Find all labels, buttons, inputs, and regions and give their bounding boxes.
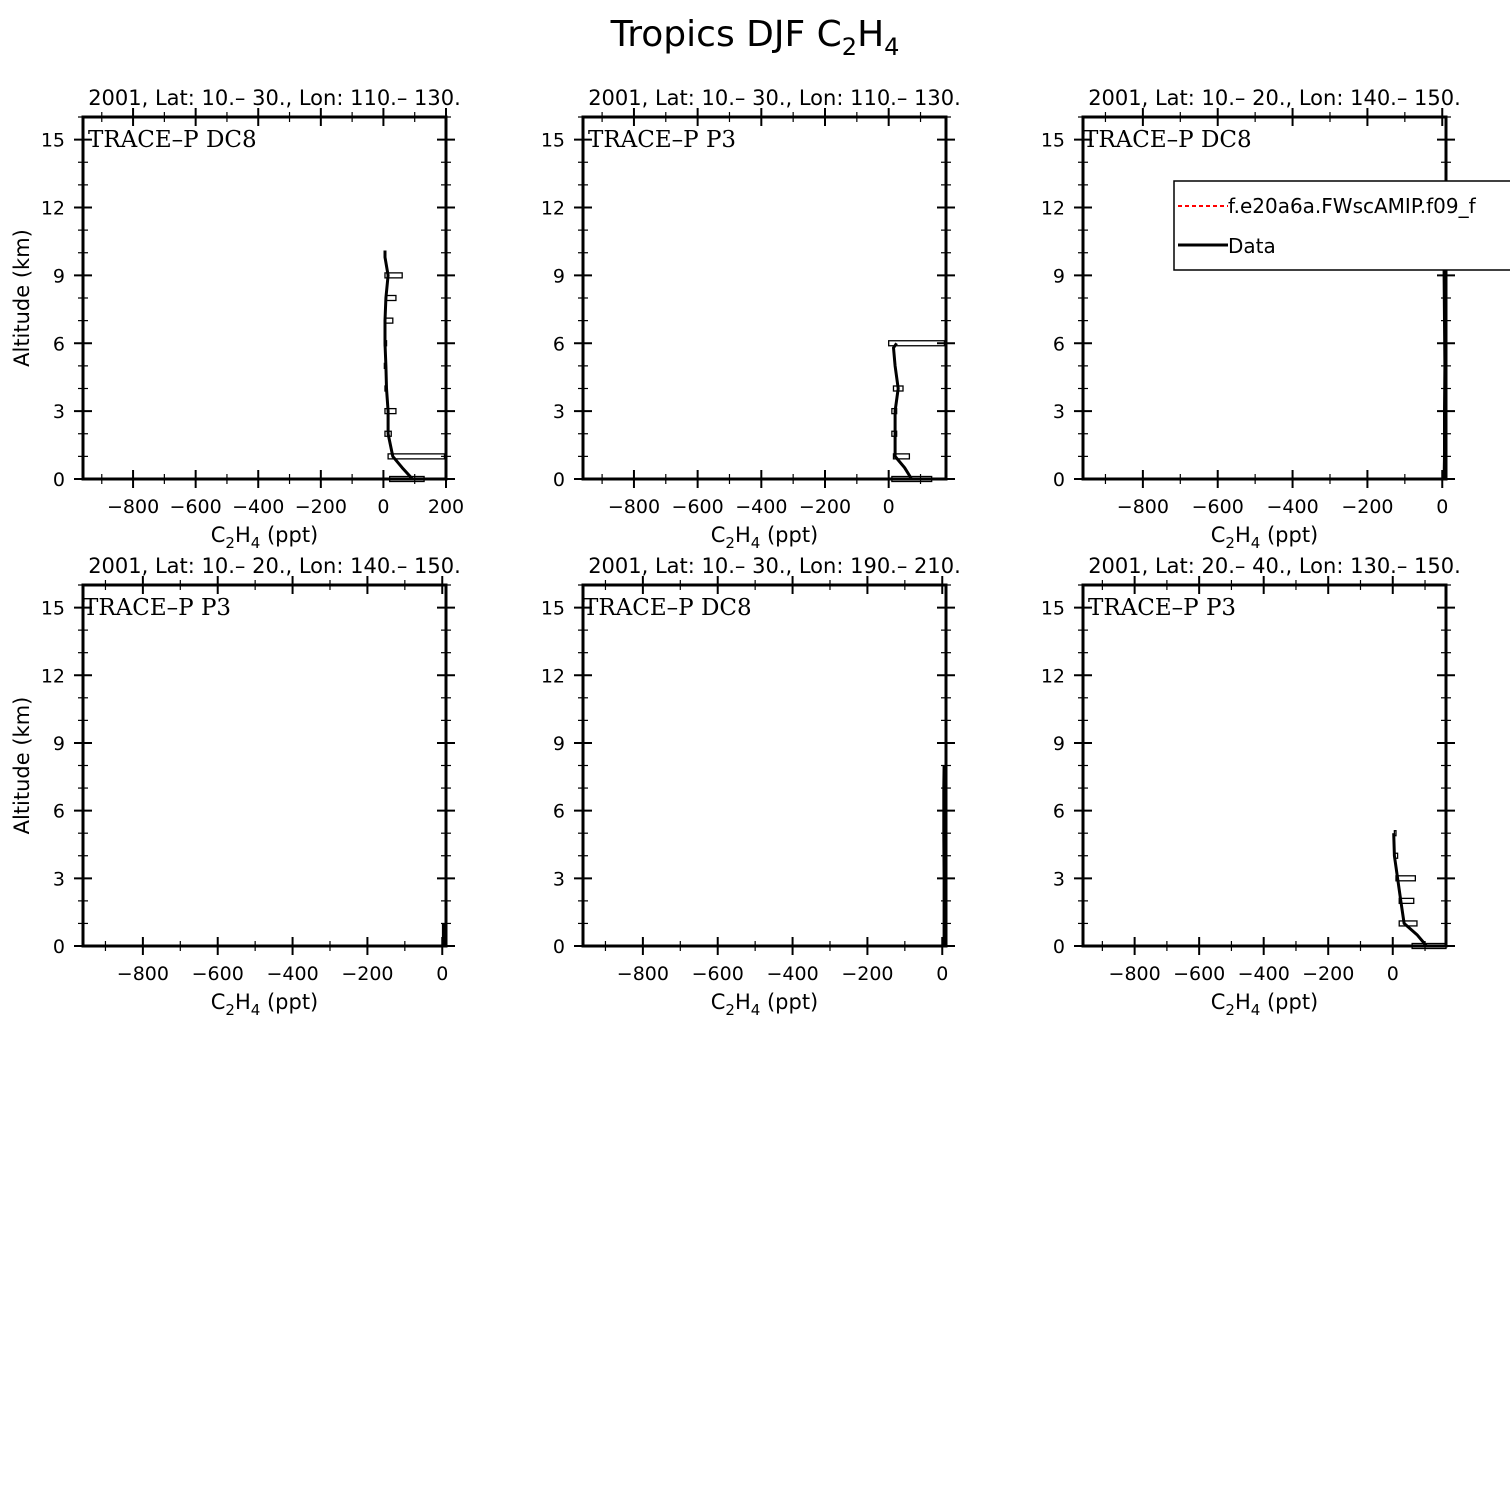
panel-4	[10, 554, 461, 1019]
x-tick-label: 0	[377, 496, 390, 518]
y-tick-label: 0	[1052, 469, 1065, 491]
campaign-label: TRACE–P P3	[83, 595, 232, 621]
panel-title: 2001, Lat: 10.– 30., Lon: 190.– 210.	[588, 554, 961, 578]
campaign-label: TRACE–P P3	[1088, 595, 1237, 621]
y-tick-label: 0	[52, 936, 65, 958]
y-tick-label: 6	[52, 800, 65, 823]
x-tick-label: 0	[882, 496, 895, 518]
panel-5	[541, 554, 961, 1019]
x-tick-label: −600	[691, 963, 744, 985]
legend-model-label: f.e20a6a.FWscAMIP.f09_f	[1228, 194, 1476, 218]
plot-frame	[583, 117, 946, 479]
x-tick-label: −400	[266, 963, 319, 985]
x-tick-label: −200	[1341, 496, 1394, 518]
x-tick-label: −400	[735, 496, 788, 518]
x-axis-label: $C_2H_4$ (ppt)	[710, 523, 819, 552]
panel-title: 2001, Lat: 10.– 30., Lon: 110.– 130.	[88, 86, 461, 110]
x-tick-label: −800	[616, 963, 669, 985]
plot-frame	[83, 585, 446, 946]
y-tick-label: 6	[552, 800, 565, 823]
x-tick-label: −800	[116, 963, 169, 985]
y-tick-label: 12	[1040, 197, 1065, 220]
y-tick-label: 0	[552, 469, 565, 491]
legend	[1174, 181, 1510, 270]
panel-3	[1041, 86, 1461, 552]
y-tick-label: 3	[52, 868, 65, 891]
y-tick-label: 9	[1052, 265, 1065, 288]
y-tick-label: 9	[552, 265, 565, 288]
x-tick-label: −600	[1191, 496, 1244, 518]
range-bar	[388, 454, 444, 459]
y-tick-label: 9	[52, 732, 65, 755]
x-tick-label: −600	[169, 496, 222, 518]
panel-title: 2001, Lat: 10.– 30., Lon: 110.– 130.	[588, 86, 961, 110]
data-line	[1394, 833, 1427, 946]
y-tick-label: 0	[1052, 936, 1065, 958]
y-tick-label: 15	[540, 597, 565, 620]
figure-title: Tropics DJF $C_2H_4$	[610, 14, 900, 61]
x-tick-label: 200	[427, 496, 465, 518]
x-tick-label: −600	[191, 963, 244, 985]
y-tick-label: 3	[1052, 401, 1065, 424]
x-tick-label: −200	[1302, 963, 1355, 985]
x-tick-label: 0	[1386, 963, 1399, 985]
y-tick-label: 12	[540, 197, 565, 220]
x-tick-label: 0	[1436, 496, 1449, 518]
campaign-label: TRACE–P DC8	[88, 127, 257, 153]
y-tick-label: 9	[52, 265, 65, 288]
x-tick-label: 0	[936, 963, 949, 985]
y-tick-label: 12	[40, 197, 65, 220]
y-tick-label: 15	[540, 129, 565, 152]
x-tick-label: −600	[671, 496, 724, 518]
y-tick-label: 9	[552, 732, 565, 755]
y-tick-label: 15	[40, 129, 65, 152]
x-tick-label: −800	[106, 496, 160, 518]
y-tick-label: 6	[1052, 800, 1065, 823]
x-tick-label: 0	[436, 963, 449, 985]
y-tick-label: 9	[1052, 732, 1065, 755]
x-axis-label: $C_2H_4$ (ppt)	[710, 990, 819, 1019]
y-tick-label: 3	[52, 401, 65, 424]
x-tick-label: −400	[766, 963, 819, 985]
x-tick-label: −800	[607, 496, 661, 518]
x-tick-label: −200	[841, 963, 894, 985]
y-tick-label: 15	[40, 597, 65, 620]
y-tick-label: 6	[52, 333, 65, 356]
y-axis-label: Altitude (km)	[10, 696, 34, 835]
y-tick-label: 12	[540, 665, 565, 688]
x-tick-label: −200	[294, 496, 347, 518]
y-tick-label: 12	[40, 665, 65, 688]
campaign-label: TRACE–P P3	[588, 127, 737, 153]
y-tick-label: 6	[552, 333, 565, 356]
panel-title: 2001, Lat: 10.– 20., Lon: 140.– 150.	[1088, 86, 1461, 110]
x-tick-label: −400	[232, 496, 285, 518]
x-tick-label: −200	[341, 963, 394, 985]
y-tick-label: 3	[552, 868, 565, 891]
x-axis-label: $C_2H_4$ (ppt)	[210, 990, 319, 1019]
x-axis-label: $C_2H_4$ (ppt)	[1210, 990, 1319, 1019]
y-tick-label: 15	[1040, 129, 1065, 152]
plot-frame	[83, 117, 446, 479]
data-line	[385, 251, 413, 480]
y-tick-label: 3	[552, 401, 565, 424]
panel-2	[541, 86, 961, 552]
campaign-label: TRACE–P DC8	[583, 595, 752, 621]
x-axis-label: $C_2H_4$ (ppt)	[1210, 523, 1319, 552]
x-tick-label: −200	[798, 496, 852, 518]
y-tick-label: 0	[552, 936, 565, 958]
panel-6	[1041, 554, 1461, 1019]
y-tick-label: 3	[1052, 868, 1065, 891]
x-tick-label: −400	[1266, 496, 1319, 518]
y-axis-label: Altitude (km)	[10, 229, 34, 367]
data-line	[1444, 253, 1445, 479]
plot-frame	[1083, 585, 1446, 946]
campaign-label: TRACE–P DC8	[1083, 127, 1252, 153]
x-axis-label: $C_2H_4$ (ppt)	[210, 523, 319, 552]
panel-title: 2001, Lat: 20.– 40., Lon: 130.– 150.	[1088, 554, 1461, 578]
range-bar	[387, 296, 396, 301]
y-tick-label: 15	[1040, 597, 1065, 620]
panel-1	[10, 86, 464, 552]
y-tick-label: 0	[52, 469, 65, 491]
x-tick-label: −400	[1237, 963, 1290, 985]
x-tick-label: −600	[1173, 963, 1226, 985]
y-tick-label: 6	[1052, 333, 1065, 356]
x-tick-label: −800	[1108, 963, 1161, 985]
x-tick-label: −800	[1116, 496, 1169, 518]
plot-frame	[583, 585, 946, 946]
panel-title: 2001, Lat: 10.– 20., Lon: 140.– 150.	[88, 554, 461, 578]
plot-frame	[1083, 117, 1446, 479]
y-tick-label: 12	[1040, 665, 1065, 688]
legend-data-label: Data	[1228, 234, 1276, 258]
